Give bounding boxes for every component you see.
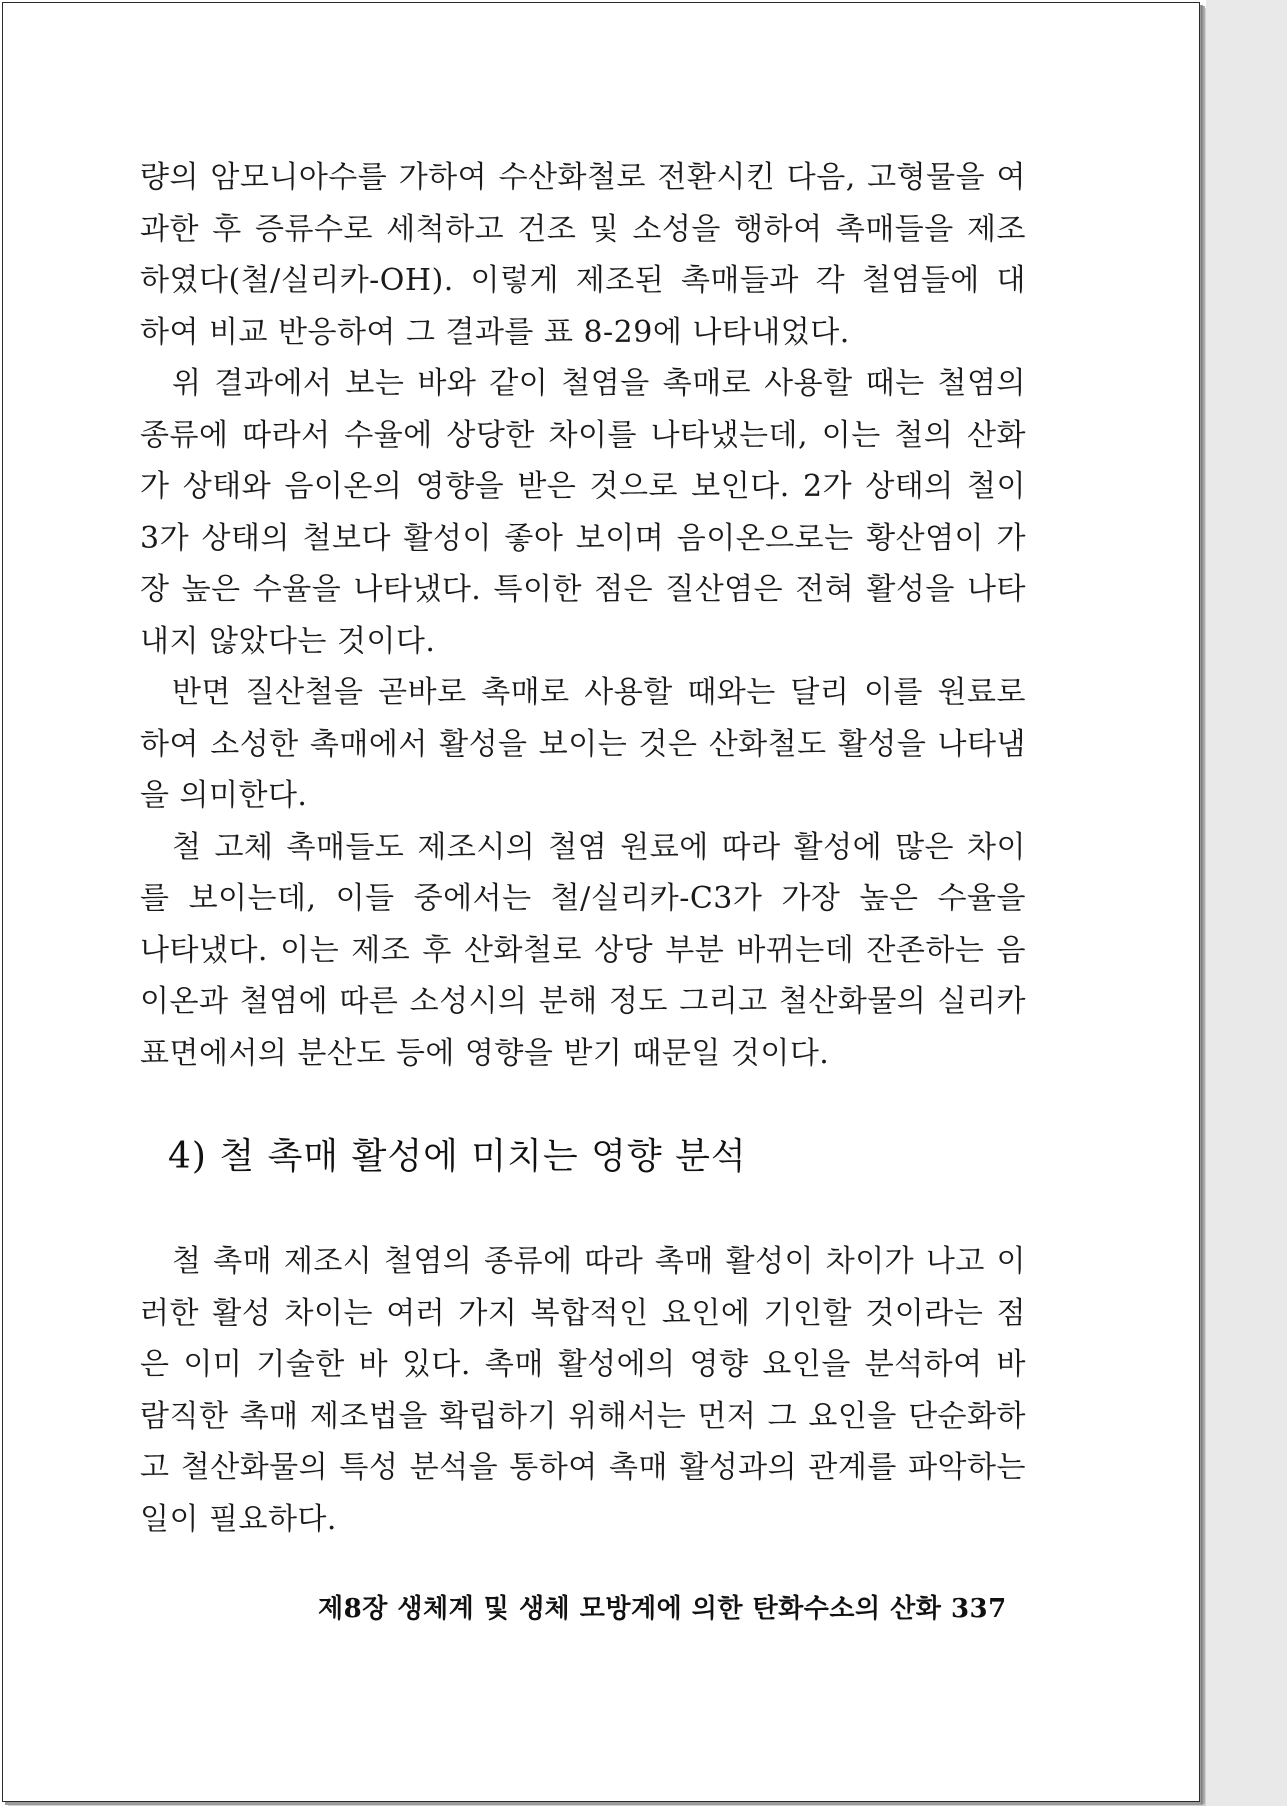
text-line: 일이 필요하다. (140, 1501, 337, 1537)
text-line: 람직한 촉매 제조법을 확립하기 위해서는 먼저 그 요인을 단순화하 (140, 1398, 1026, 1434)
text-line: 나타냈다. 이는 제조 후 산화철로 상당 부분 바뀌는데 잔존하는 음 (140, 932, 1026, 968)
text-line: 표면에서의 분산도 등에 영향을 받기 때문일 것이다. (140, 1035, 830, 1071)
text-line: 러한 활성 차이는 여러 가지 복합적인 요인에 기인할 것이라는 점 (140, 1295, 1026, 1331)
paragraph-1 (140, 152, 1026, 358)
text-line: 과한 후 증류수로 세척하고 건조 및 소성을 행하여 촉매들을 제조 (140, 211, 1026, 247)
text-line: 종류에 따라서 수율에 상당한 차이를 나타냈는데, 이는 철의 산화 (140, 417, 1026, 453)
paragraph-4 (140, 822, 1026, 1080)
text-line: 위 결과에서 보는 바와 같이 철염을 촉매로 사용할 때는 철염의 (172, 366, 1026, 401)
text-line: 고 철산화물의 특성 분석을 통하여 촉매 활성과의 관계를 파악하는 (140, 1450, 1026, 1485)
viewer-right-gutter (1206, 0, 1287, 1806)
text-line: 가 상태와 음이온의 영향을 받은 것으로 보인다. 2가 상태의 철이 (140, 469, 1026, 504)
text-line: 하여 비교 반응하여 그 결과를 표 8-29에 나타내었다. (140, 314, 850, 350)
text-line: 하였다(철/실리카-OH). 이렇게 제조된 촉매들과 각 철염들에 대 (140, 263, 1026, 298)
text-line: 을 의미한다. (140, 778, 308, 813)
text-line: 3가 상태의 철보다 활성이 좋아 보이며 음이온으로는 황산염이 가 (140, 520, 1026, 556)
text-line: 하여 소성한 촉매에서 활성을 보이는 것은 산화철도 활성을 나타냄 (140, 726, 1026, 762)
running-footer: 제8장 생체계 및 생체 모방계에 의한 탄화수소의 산화 337 (318, 1594, 1007, 1624)
paragraph-3 (140, 667, 1026, 822)
text-line: 이온과 철염에 따른 소성시의 분해 정도 그리고 철산화물의 실리카 (140, 984, 1026, 1019)
text-line: 량의 암모니아수를 가하여 수산화철로 전환시킨 다음, 고형물을 여 (140, 160, 1026, 195)
text-line: 반면 질산철을 곧바로 촉매로 사용할 때와는 달리 이를 원료로 (172, 675, 1026, 710)
text-line: 장 높은 수율을 나타냈다. 특이한 점은 질산염은 전혀 활성을 나타 (140, 572, 1026, 607)
text-line: 내지 않았다는 것이다. (140, 623, 436, 659)
page-edge-shadow (1201, 6, 1205, 1804)
paragraph-5 (140, 1236, 1026, 1545)
body-text-top (140, 152, 1026, 1079)
body-text-bottom (140, 1236, 1026, 1545)
text-line: 철 고체 촉매들도 제조시의 철염 원료에 따라 활성에 많은 차이 (172, 829, 1026, 865)
text-line: 철 촉매 제조시 철염의 종류에 따라 촉매 활성이 차이가 나고 이 (172, 1244, 1026, 1279)
section-heading: 4) 철 촉매 활성에 미치는 영향 분석 (168, 1136, 747, 1177)
paragraph-2 (140, 358, 1026, 667)
text-line: 를 보이는데, 이들 중에서는 철/실리카-C3가 가장 높은 수율을 (140, 881, 1026, 916)
text-line: 은 이미 기술한 바 있다. 촉매 활성에의 영향 요인을 분석하여 바 (140, 1347, 1026, 1382)
